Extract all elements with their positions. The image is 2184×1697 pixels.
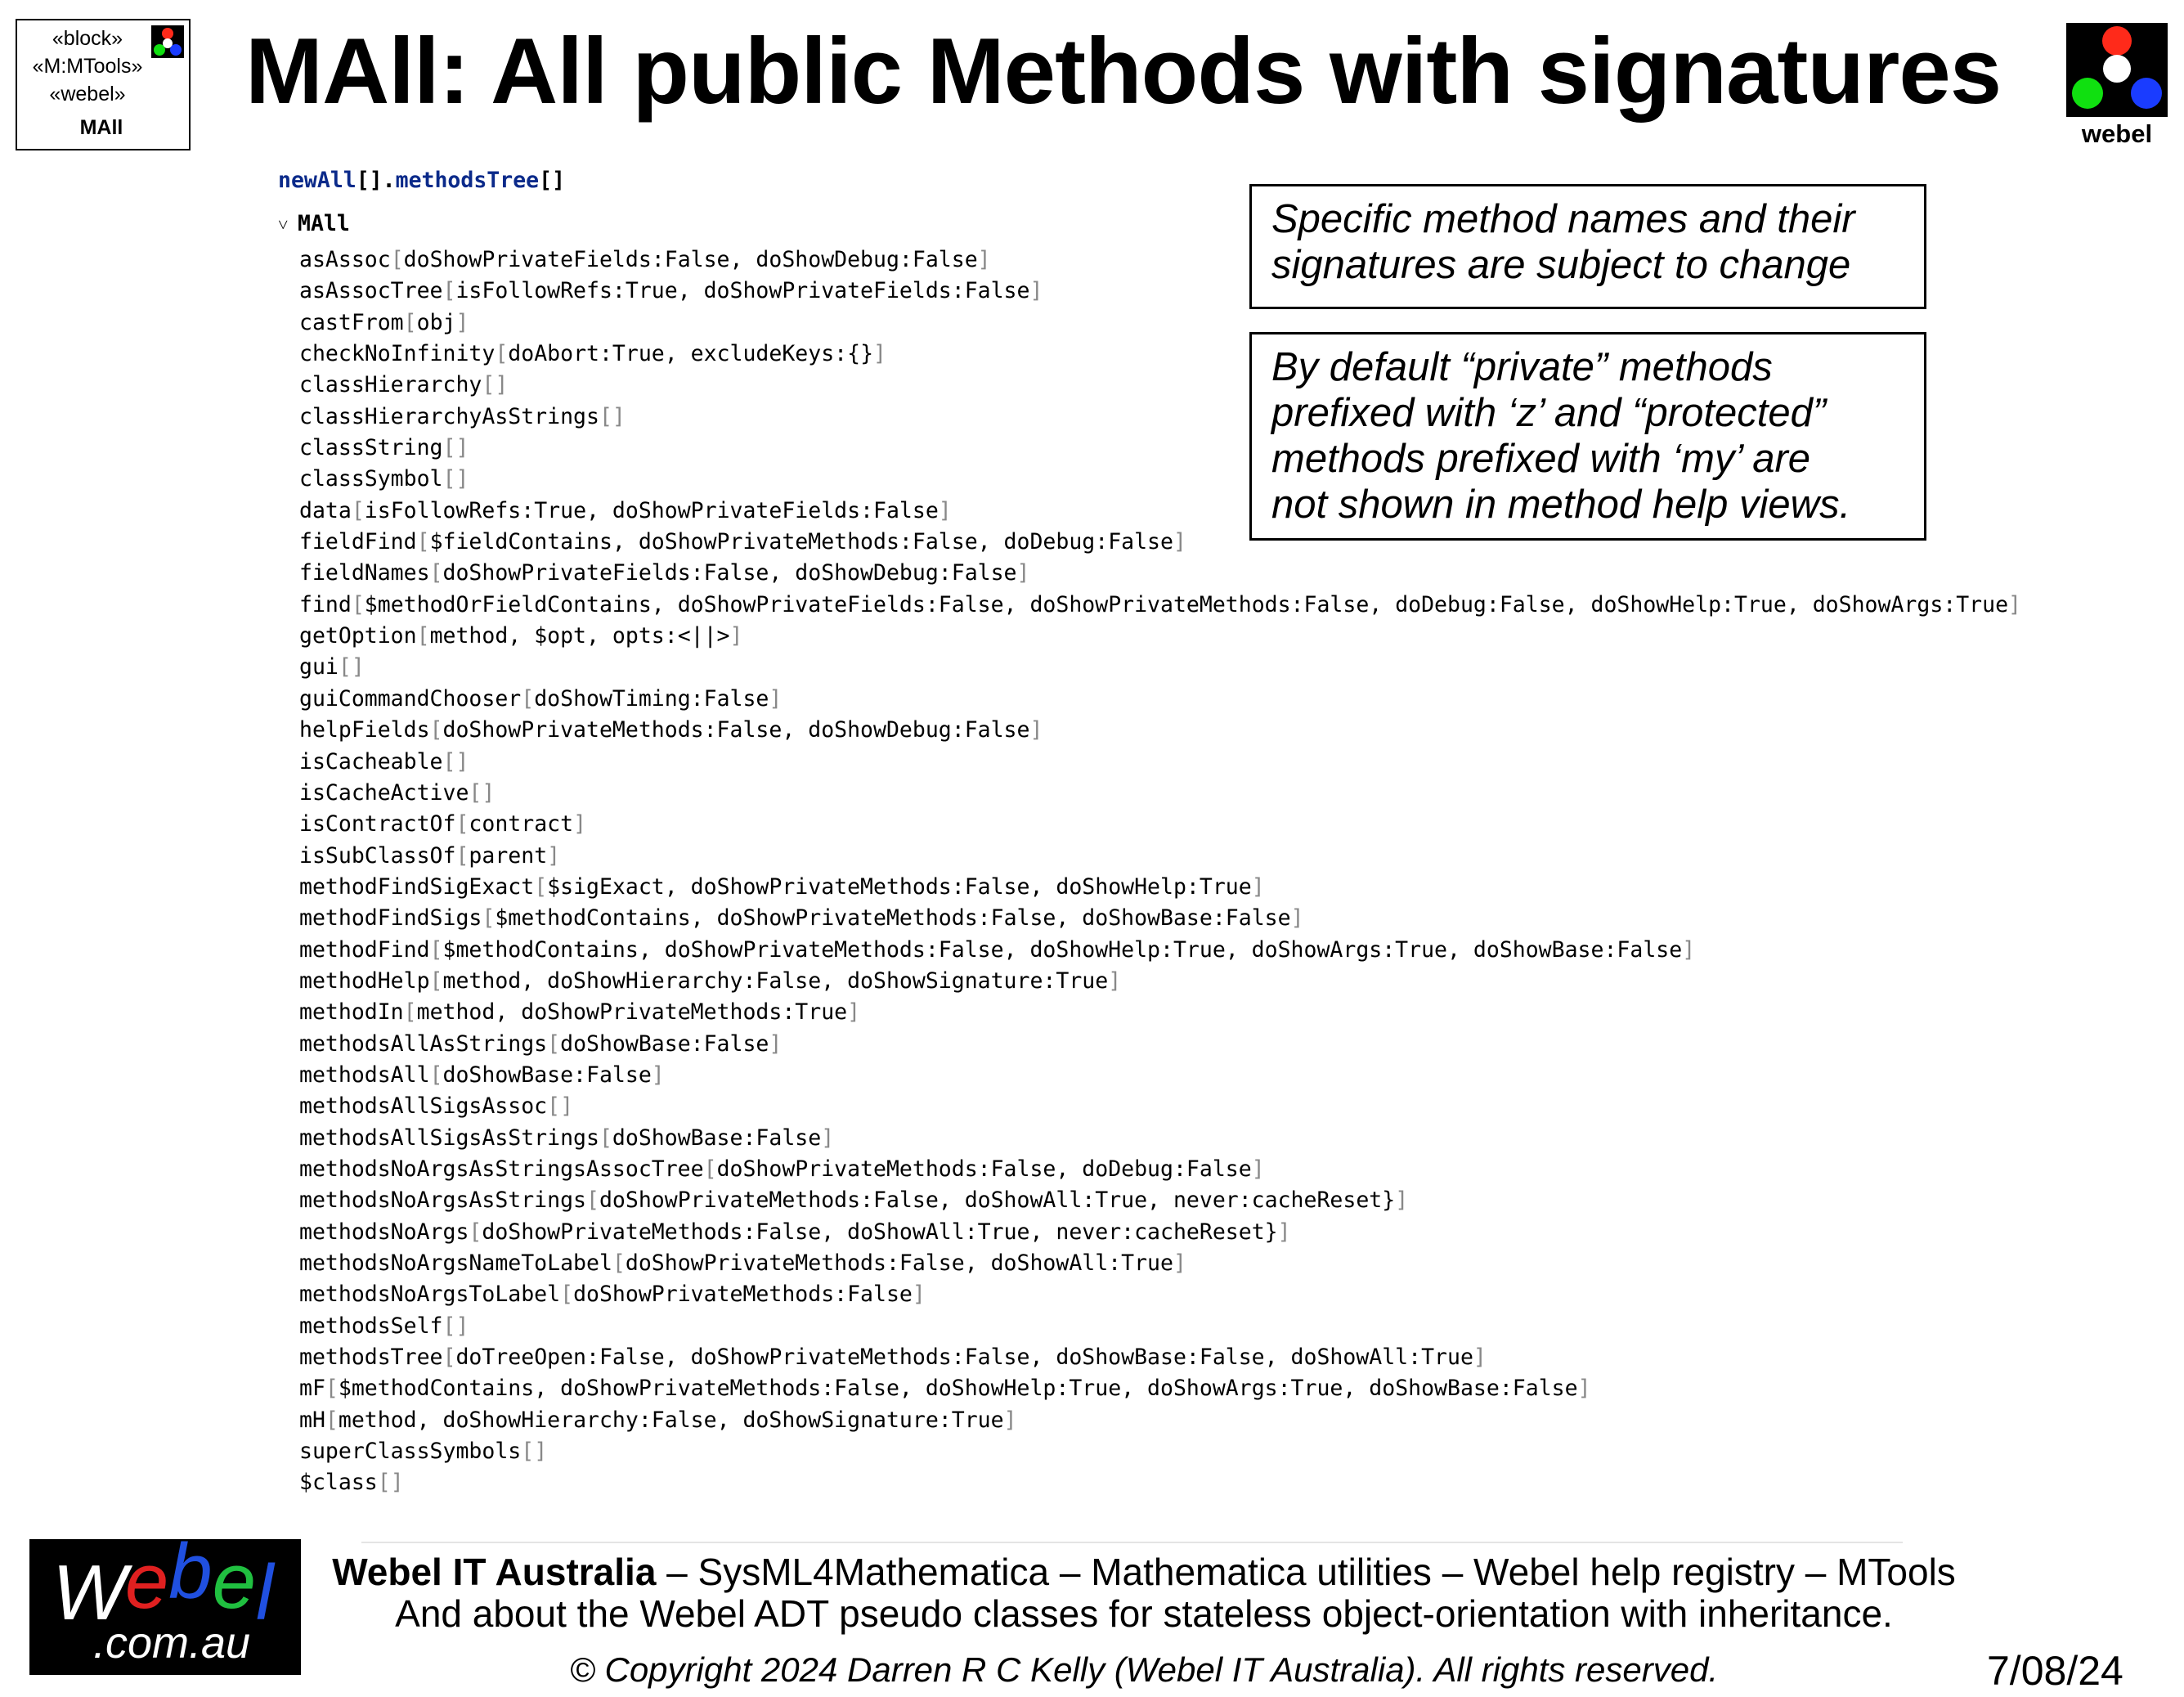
method-item[interactable] [299, 1467, 2021, 1498]
method-item[interactable] [299, 684, 2021, 715]
bracket-open: [ [416, 529, 430, 555]
bracket-open: [ [429, 560, 443, 586]
method-name: classString [299, 435, 443, 461]
bracket-open: [ [442, 748, 456, 774]
bracket-open: [ [521, 1439, 535, 1465]
footer-logo-text: Webel [52, 1528, 274, 1636]
bracket-close: ] [1108, 967, 1122, 994]
method-name: classSymbol [299, 466, 443, 492]
method-name: methodFindSigs [299, 905, 482, 932]
method-name: find [299, 591, 352, 617]
method-item[interactable] [299, 715, 2021, 746]
bracket-close: ] [573, 811, 587, 837]
footer-logo-domain: .com.au [93, 1618, 251, 1668]
method-name: methodFindSigExact [299, 873, 535, 900]
method-item[interactable] [299, 652, 2021, 683]
bracket-open: [ [442, 466, 456, 492]
webel-mini-logo-icon [151, 25, 184, 58]
bracket-open: [ [482, 905, 496, 932]
bracket-close: ] [769, 685, 783, 712]
method-name: helpFields [299, 717, 430, 743]
method-item[interactable] [299, 1436, 2021, 1467]
note-line: signatures are subject to change [1271, 243, 1851, 287]
bracket-close: ] [455, 466, 469, 492]
bracket-close: ] [495, 372, 509, 398]
note-box-private-methods [1249, 332, 1926, 541]
bracket-open: [ [703, 1156, 717, 1182]
method-signature: doShowPrivateMethods:False [573, 1282, 913, 1308]
method-name: methodsAllSigsAssoc [299, 1093, 548, 1120]
bracket-open: [ [599, 1125, 612, 1151]
bracket-close: ] [1173, 1250, 1186, 1276]
bracket-close: ] [2008, 591, 2022, 617]
footer-line-2: And about the Webel ADT pseudo classes for stateless object-orientation with inheritance. [395, 1592, 1893, 1635]
method-name: mH [299, 1407, 325, 1433]
note-box-subject-to-change [1249, 184, 1926, 309]
bracket-open: [ [547, 1030, 561, 1057]
method-item[interactable] [299, 778, 2021, 809]
method-item[interactable] [299, 903, 2021, 934]
bracket-close: ] [847, 999, 861, 1026]
method-signature: doShowPrivateFields:False, doShowDebug:False [403, 247, 978, 272]
bracket-close: ] [482, 779, 496, 806]
method-item[interactable] [299, 935, 2021, 966]
method-item[interactable] [299, 1029, 2021, 1060]
bracket-open: [ [599, 403, 612, 429]
bracket-open: [ [612, 1250, 626, 1276]
method-item[interactable] [299, 747, 2021, 778]
method-name: isCacheActive [299, 779, 469, 806]
chevron-down-icon[interactable]: ˅ [278, 215, 289, 236]
method-item[interactable] [299, 1279, 2021, 1310]
method-signature: method, doShowHierarchy:False, doShowSignature:True [442, 967, 1109, 994]
bracket-close: ] [651, 1062, 665, 1088]
bracket-close: ] [1682, 936, 1696, 963]
bracket-close: ] [912, 1282, 926, 1308]
bracket-open: [ [455, 842, 469, 869]
method-name: getOption [299, 623, 417, 649]
method-name: isCacheable [299, 748, 443, 774]
bracket-close: ] [1290, 905, 1304, 932]
bracket-close: ] [455, 1313, 469, 1339]
method-signature: doShowTiming:False [534, 685, 769, 712]
method-signature: doShowBase:False [560, 1030, 769, 1057]
bracket-open: [ [377, 1470, 391, 1496]
method-name: isContractOf [299, 811, 456, 837]
bracket-close: ] [977, 247, 991, 272]
method-item[interactable] [299, 872, 2021, 903]
method-name: methodsNoArgsAsStrings [299, 1187, 586, 1214]
method-name: asAssocTree [299, 278, 443, 304]
bracket-close: ] [729, 623, 743, 649]
bracket-open: [ [338, 654, 352, 680]
method-name: methodIn [299, 999, 404, 1026]
bracket-open: [ [442, 1345, 456, 1371]
copyright: © Copyright 2024 Darren R C Kelly (Webel IT Australia). All rights reserved. [569, 1650, 1719, 1689]
webel-logo-icon [2066, 23, 2168, 117]
method-signature: $fieldContains, doShowPrivateMethods:False, doDebug:False [429, 529, 1173, 555]
footer-topics: – SysML4Mathematica – Mathematica utilities – Webel help registry – MTools [656, 1551, 1956, 1593]
bracket-open: [ [547, 1093, 561, 1120]
input-methodstree: methodsTree [395, 168, 540, 193]
method-name: isSubClassOf [299, 842, 456, 869]
bracket-open: [ [534, 873, 548, 900]
method-signature: method, doShowHierarchy:False, doShowSignature:True [338, 1407, 1004, 1433]
input-expression[interactable] [278, 168, 565, 193]
bracket-open: [ [403, 309, 417, 335]
method-name: methodsAllSigsAsStrings [299, 1125, 599, 1151]
method-signature: obj [416, 309, 456, 335]
stereotype-mtools: «M:MTools» [32, 55, 143, 78]
method-signature: doAbort:True, excludeKeys:{} [508, 341, 874, 367]
note-line: Specific method names and their [1271, 197, 1855, 241]
bracket-open: [ [416, 623, 430, 649]
input-bracket-1: []. [356, 168, 396, 193]
method-name: data [299, 497, 352, 523]
method-item[interactable] [299, 1185, 2021, 1216]
bracket-open: [ [351, 591, 365, 617]
method-item[interactable] [299, 1405, 2021, 1436]
method-name: methodFind [299, 936, 430, 963]
bracket-open: [ [560, 1282, 574, 1308]
bracket-close: ] [1003, 1407, 1017, 1433]
method-name: methodHelp [299, 967, 430, 994]
bracket-open: [ [429, 936, 443, 963]
bracket-close: ] [534, 1439, 548, 1465]
bracket-open: [ [455, 811, 469, 837]
page-title: MAll: All public Methods with signatures [245, 20, 2002, 123]
method-item[interactable] [299, 1248, 2021, 1279]
bracket-open: [ [442, 435, 456, 461]
note-line: not shown in method help views. [1271, 483, 1851, 527]
method-signature: $methodOrFieldContains, doShowPrivateFields:False, doShowPrivateMethods:False, doDebug:False, doShowHelp:True, doShowArgs:True [364, 591, 2009, 617]
bracket-close: ] [1029, 717, 1043, 743]
method-signature: method, $opt, opts:<||> [429, 623, 730, 649]
method-name: $class [299, 1470, 378, 1496]
bracket-open: [ [325, 1376, 339, 1402]
tree-root-toggle[interactable] [278, 211, 350, 236]
bracket-close: ] [821, 1125, 835, 1151]
method-signature: doTreeOpen:False, doShowPrivateMethods:False, doShowBase:False, doShowAll:True [455, 1345, 1473, 1371]
tree-root-label: MAll [298, 211, 350, 236]
input-newall: newAll [278, 168, 357, 193]
method-name: asAssoc [299, 247, 391, 272]
method-name: methodsTree [299, 1345, 443, 1371]
bracket-open: [ [442, 278, 456, 304]
method-signature: doShowPrivateMethods:False, doShowAll:True [625, 1250, 1173, 1276]
bracket-close: ] [455, 309, 469, 335]
method-item[interactable] [299, 966, 2021, 997]
method-item[interactable] [299, 590, 2021, 621]
method-name: mF [299, 1376, 325, 1402]
bracket-close: ] [769, 1030, 783, 1057]
method-signature: $methodContains, doShowPrivateMethods:False, doShowBase:False [495, 905, 1291, 932]
bracket-open: [ [325, 1407, 339, 1433]
method-item[interactable] [299, 1060, 2021, 1091]
method-item[interactable] [299, 841, 2021, 872]
method-signature: doShowPrivateFields:False, doShowDebug:False [442, 560, 1017, 586]
webel-logo-label: webel [2081, 119, 2153, 148]
bracket-close: ] [873, 341, 886, 367]
bracket-open: [ [469, 779, 482, 806]
bracket-open: [ [403, 999, 417, 1026]
method-name: guiCommandChooser [299, 685, 522, 712]
method-name: checkNoInfinity [299, 341, 496, 367]
method-item[interactable] [299, 621, 2021, 652]
bracket-close: ] [455, 748, 469, 774]
note-line: methods prefixed with ‘my’ are [1271, 437, 1811, 481]
block-name: MAll [79, 116, 123, 139]
method-item[interactable] [299, 997, 2021, 1028]
note-line: By default “private” methods [1271, 345, 1773, 389]
stereotype-webel: «webel» [49, 83, 126, 106]
method-signature: contract [469, 811, 574, 837]
method-name: methodsAllAsStrings [299, 1030, 548, 1057]
method-item[interactable] [299, 1311, 2021, 1342]
bracket-close: ] [1016, 560, 1030, 586]
footer-line-1 [330, 1550, 1958, 1594]
method-signature: doShowPrivateMethods:False, doDebug:False [716, 1156, 1252, 1182]
bracket-close: ] [455, 435, 469, 461]
bracket-open: [ [429, 1062, 443, 1088]
bracket-close: ] [1473, 1345, 1487, 1371]
bracket-open: [ [586, 1187, 599, 1214]
method-signature: doShowBase:False [612, 1125, 822, 1151]
method-name: castFrom [299, 309, 404, 335]
method-name: methodsAll [299, 1062, 430, 1088]
bracket-close: ] [1173, 529, 1186, 555]
method-signature: parent [469, 842, 548, 869]
method-name: classHierarchy [299, 372, 482, 398]
method-item[interactable] [299, 558, 2021, 589]
method-signature: isFollowRefs:True, doShowPrivateFields:False [455, 278, 1030, 304]
method-signature: method, doShowPrivateMethods:True [416, 999, 848, 1026]
method-item[interactable] [299, 1123, 2021, 1154]
stereotype-block: «block» [52, 27, 123, 50]
bracket-open: [ [469, 1219, 482, 1245]
bracket-open: [ [429, 967, 443, 994]
bracket-open: [ [521, 685, 535, 712]
slide-date: 7/08/24 [1987, 1648, 2123, 1694]
bracket-close: ] [560, 1093, 574, 1120]
method-signature: doShowPrivateMethods:False, doShowDebug:False [442, 717, 1030, 743]
method-name: methodsNoArgsAsStringsAssocTree [299, 1156, 704, 1182]
method-item[interactable] [299, 1373, 2021, 1404]
method-item[interactable] [299, 1091, 2021, 1122]
webel-com-au-logo [29, 1528, 301, 1675]
method-signature: isFollowRefs:True, doShowPrivateFields:False [364, 497, 939, 523]
bracket-close: ] [351, 654, 365, 680]
method-item[interactable] [299, 1217, 2021, 1248]
method-name: fieldFind [299, 529, 417, 555]
bracket-open: [ [482, 372, 496, 398]
method-name: methodsNoArgs [299, 1219, 469, 1245]
method-name: classHierarchyAsStrings [299, 403, 599, 429]
bracket-close: ] [1277, 1219, 1291, 1245]
bracket-open: [ [495, 341, 509, 367]
bracket-close: ] [1577, 1376, 1591, 1402]
method-item[interactable] [299, 809, 2021, 840]
bracket-close: ] [1029, 278, 1043, 304]
method-name: methodsNoArgsNameToLabel [299, 1250, 612, 1276]
bracket-close: ] [612, 403, 626, 429]
method-name: fieldNames [299, 560, 430, 586]
bracket-open: [ [390, 247, 404, 272]
method-name: superClassSymbols [299, 1439, 522, 1465]
method-name: methodsSelf [299, 1313, 443, 1339]
method-item[interactable] [299, 1342, 2021, 1373]
bracket-close: ] [938, 497, 952, 523]
footer-divider [361, 1542, 1903, 1543]
bracket-close: ] [1251, 873, 1265, 900]
bracket-open: [ [351, 497, 365, 523]
bracket-open: [ [429, 717, 443, 743]
method-name: methodsNoArgsToLabel [299, 1282, 561, 1308]
bracket-close: ] [1395, 1187, 1409, 1214]
method-signature: $sigExact, doShowPrivateMethods:False, doShowHelp:True [547, 873, 1252, 900]
footer-org: Webel IT Australia [332, 1551, 657, 1593]
method-signature: $methodContains, doShowPrivateMethods:False, doShowHelp:True, doShowArgs:True, doShowBase:False [442, 936, 1683, 963]
stereotype-box [16, 19, 191, 150]
input-bracket-2: [] [539, 168, 566, 193]
method-signature: doShowPrivateMethods:False, doShowAll:True, never:cacheReset} [482, 1219, 1278, 1245]
method-signature: $methodContains, doShowPrivateMethods:False, doShowHelp:True, doShowArgs:True, doShowBase:False [338, 1376, 1578, 1402]
bracket-close: ] [390, 1470, 404, 1496]
method-item[interactable] [299, 1154, 2021, 1185]
note-line: prefixed with ‘z’ and “protected” [1271, 391, 1827, 435]
method-signature: doShowPrivateMethods:False, doShowAll:True, never:cacheReset} [599, 1187, 1396, 1214]
bracket-close: ] [547, 842, 561, 869]
bracket-open: [ [442, 1313, 456, 1339]
bracket-close: ] [1251, 1156, 1265, 1182]
method-name: gui [299, 654, 339, 680]
method-signature: doShowBase:False [442, 1062, 652, 1088]
